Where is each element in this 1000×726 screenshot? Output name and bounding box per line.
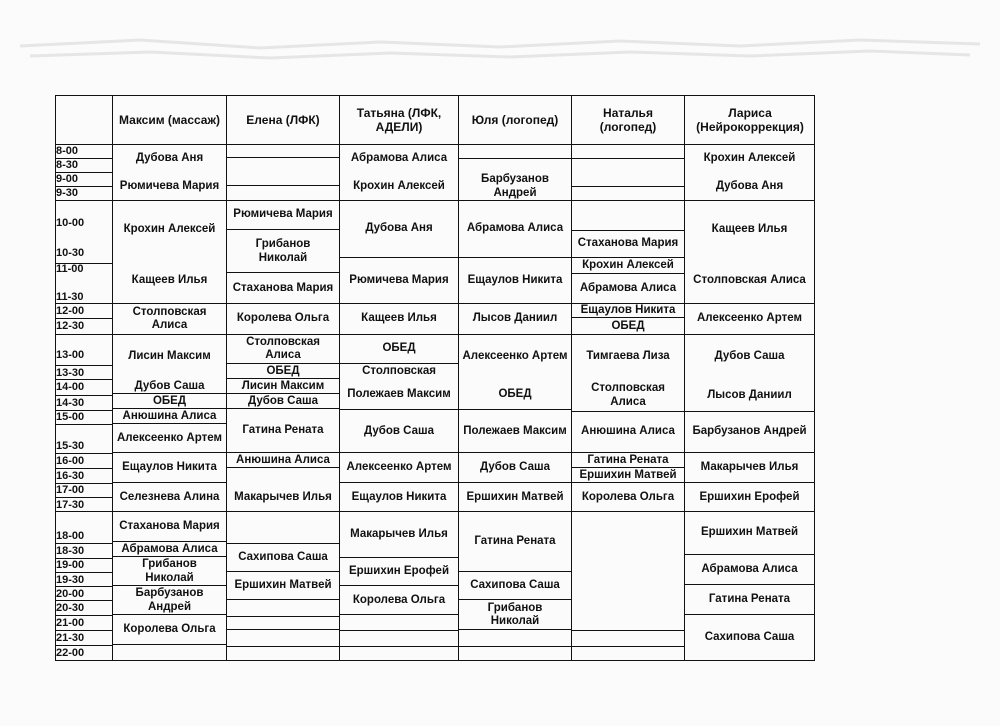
empty-cell xyxy=(227,646,339,647)
schedule-cell: Лысов Даниил xyxy=(459,304,571,334)
time-label: 19-30 xyxy=(56,574,85,586)
header-larisa: Лариса (Нейрокоррекция) xyxy=(696,105,804,134)
schedule-cell: Грибанов Николай xyxy=(459,601,571,630)
time-label: 13-00 xyxy=(56,349,85,361)
row-line xyxy=(55,615,112,616)
schedule-cell: Сахипова Саша xyxy=(685,616,814,660)
time-label: 8-00 xyxy=(56,145,79,157)
row-line xyxy=(55,543,112,544)
schedule-cell: Королева Ольга xyxy=(572,484,684,511)
schedule-cell: Дубова Аня xyxy=(340,201,458,258)
schedule-cell: Сахипова Саша xyxy=(459,573,571,600)
time-label: 20-00 xyxy=(56,588,85,600)
time-label: 21-00 xyxy=(56,617,85,629)
schedule-cell: Макарычев Илья xyxy=(227,484,339,511)
time-label: 14-00 xyxy=(56,381,85,393)
schedule-cell: ОБЕД xyxy=(572,319,684,334)
schedule-cell: Королева Ольга xyxy=(113,616,226,645)
empty-cell xyxy=(227,145,339,158)
schedule-cell: Гатина Рената xyxy=(572,454,684,468)
time-label: 15-00 xyxy=(56,411,85,423)
schedule-cell: Макарычев Илья xyxy=(340,512,458,558)
schedule-cell: Ещаулов Никита xyxy=(572,304,684,318)
schedule-cell: Рюмичева Мария xyxy=(113,173,226,200)
row-line xyxy=(55,379,112,380)
row-line xyxy=(55,600,112,601)
schedule-cell: Алексеенко Артем xyxy=(340,454,458,483)
schedule-cell: ОБЕД xyxy=(459,381,571,410)
row-line xyxy=(55,468,112,469)
time-label: 18-30 xyxy=(56,545,85,557)
schedule-cell: Абрамова Алиса xyxy=(572,275,684,303)
schedule-cell: Дубов Саша xyxy=(459,454,571,483)
schedule-cell: Дубов Саша xyxy=(340,411,458,453)
schedule-cell: Анюшина Алиса xyxy=(227,454,339,468)
time-label: 10-00 xyxy=(56,217,85,229)
schedule-cell: Ещаулов Никита xyxy=(459,259,571,303)
time-label: 15-30 xyxy=(56,440,85,452)
row-line xyxy=(55,395,112,396)
schedule-cell: ОБЕД xyxy=(113,395,226,409)
schedule-cell: Сахипова Саша xyxy=(227,543,339,572)
schedule-cell: Лысов Даниил xyxy=(685,381,814,410)
time-label: 9-00 xyxy=(56,173,79,185)
header-elena: Елена (ЛФК) xyxy=(246,112,320,127)
schedule-cell: Королева Ольга xyxy=(340,587,458,615)
row-line xyxy=(55,586,112,587)
schedule-cell: Абрамова Алиса xyxy=(340,145,458,172)
empty-cell xyxy=(459,646,571,647)
row-line xyxy=(55,318,112,319)
schedule-cell: Кащеев Илья xyxy=(113,259,226,303)
schedule-cell: Ершихин Ерофей xyxy=(340,559,458,586)
schedule-cell: Полежаев Максим xyxy=(459,411,571,453)
time-label: 17-30 xyxy=(56,499,85,511)
row-line xyxy=(55,645,112,646)
time-label: 13-30 xyxy=(56,367,85,379)
schedule-cell: Гатина Рената xyxy=(459,512,571,572)
schedule-cell: Столповская Алиса xyxy=(113,304,226,334)
schedule-cell: Барбузанов Андрей xyxy=(685,411,814,453)
schedule-cell: Абрамова Алиса xyxy=(685,556,814,585)
empty-cell xyxy=(340,630,458,631)
schedule-cell: Столповская xyxy=(340,365,458,379)
schedule-cell: Рюмичева Мария xyxy=(227,201,339,230)
schedule-cell: Стаханова Мария xyxy=(227,274,339,303)
row-line xyxy=(55,630,112,631)
schedule-cell: Лисин Максим xyxy=(227,381,339,394)
schedule-cell: Ещаулов Никита xyxy=(340,484,458,511)
schedule-cell: Ещаулов Никита xyxy=(113,454,226,483)
time-label: 18-00 xyxy=(56,530,85,542)
schedule-cell: Абрамова Алиса xyxy=(459,201,571,258)
schedule-cell: Рюмичева Мария xyxy=(340,259,458,303)
empty-cell xyxy=(572,158,684,172)
time-label: 21-30 xyxy=(56,632,85,644)
schedule-cell: Барбузанов Андрей xyxy=(113,587,226,615)
schedule-cell: Крохин Алексей xyxy=(572,259,684,274)
time-label: 12-30 xyxy=(56,320,85,332)
schedule-cell: Абрамова Алиса xyxy=(113,543,226,557)
schedule-cell: Алексеенко Артем xyxy=(685,304,814,334)
schedule-cell: Кащеев Илья xyxy=(685,201,814,258)
time-label: 8-30 xyxy=(56,159,79,171)
time-label: 14-30 xyxy=(56,397,85,409)
header-maksim: Максим (массаж) xyxy=(119,112,220,127)
schedule-cell: Стаханова Мария xyxy=(113,512,226,542)
schedule-cell: Дубов Саша xyxy=(685,335,814,379)
schedule-cell: Анюшина Алиса xyxy=(572,411,684,453)
time-label: 17-00 xyxy=(56,484,85,496)
schedule-cell: Дубова Аня xyxy=(113,145,226,172)
row-line xyxy=(55,572,112,573)
schedule-cell: Крохин Алексей xyxy=(340,173,458,200)
schedule-cell: ОБЕД xyxy=(227,365,339,379)
schedule-cell: Королева Ольга xyxy=(227,304,339,334)
header-yulya: Юля (логопед) xyxy=(471,112,559,127)
schedule-cell: Макарычев Илья xyxy=(685,454,814,483)
schedule-cell: Ершихин Матвей xyxy=(685,512,814,555)
time-label: 11-30 xyxy=(56,291,84,303)
schedule-cell: Столповская Алиса xyxy=(685,259,814,303)
time-label: 9-30 xyxy=(56,187,79,199)
time-label: 19-00 xyxy=(56,559,85,571)
row-line xyxy=(55,497,112,498)
row-line xyxy=(55,453,112,454)
schedule-cell: Лисин Максим xyxy=(113,335,226,379)
schedule-cell: ОБЕД xyxy=(340,335,458,364)
schedule-cell: Крохин Алексей xyxy=(685,145,814,172)
schedule-cell: Ершихин Ерофей xyxy=(685,484,814,511)
time-label: 12-00 xyxy=(56,305,85,317)
empty-cell xyxy=(572,646,684,647)
row-line xyxy=(55,365,112,366)
schedule-cell: Ершихин Матвей xyxy=(572,469,684,483)
schedule-cell: Столповская Алиса xyxy=(227,335,339,364)
schedule-cell: Крохин Алексей xyxy=(113,201,226,258)
schedule-cell: Алексеенко Артем xyxy=(113,425,226,453)
schedule-cell: Дубова Аня xyxy=(685,173,814,200)
empty-cell xyxy=(227,173,339,186)
schedule-cell: Дубов Саша xyxy=(113,381,226,394)
schedule-cell: Полежаев Максим xyxy=(340,381,458,410)
time-label: 11-00 xyxy=(56,263,84,275)
schedule-cell: Тимгаева Лиза xyxy=(572,335,684,379)
schedule-cell: Стаханова Мария xyxy=(572,230,684,258)
scan-artifact xyxy=(0,28,1000,68)
header-natalya: Наталья (логопед) xyxy=(599,105,657,134)
schedule-cell: Алексеенко Артем xyxy=(459,335,571,379)
time-label: 20-30 xyxy=(56,602,85,614)
empty-cell xyxy=(227,616,339,630)
time-label: 10-30 xyxy=(56,247,85,259)
empty-cell xyxy=(340,646,458,647)
empty-cell xyxy=(572,186,684,200)
schedule-cell: Ершихин Матвей xyxy=(459,484,571,511)
header-tatyana: Татьяна (ЛФК, АДЕЛИ) xyxy=(356,105,442,134)
row-line xyxy=(55,238,112,239)
empty-cell xyxy=(572,630,684,631)
row-line xyxy=(55,424,112,425)
schedule-cell: Гатина Рената xyxy=(685,586,814,615)
schedule-cell: Столповская Алиса xyxy=(572,381,684,410)
time-label: 16-00 xyxy=(56,455,85,467)
schedule-cell: Грибанов Николай xyxy=(113,558,226,586)
schedule-cell: Грибанов Николай xyxy=(227,231,339,273)
time-label: 16-30 xyxy=(56,470,85,482)
schedule-cell: Гатина Рената xyxy=(227,410,339,453)
schedule-cell: Кащеев Илья xyxy=(340,304,458,334)
empty-cell xyxy=(459,158,571,172)
schedule-cell: Дубов Саша xyxy=(227,395,339,409)
time-label: 22-00 xyxy=(56,647,85,659)
schedule-cell: Селезнева Алина xyxy=(113,484,226,511)
schedule-cell: Ершихин Матвей xyxy=(227,573,339,600)
schedule-cell: Анюшина Алиса xyxy=(113,410,226,424)
schedule-cell: Барбузанов Андрей xyxy=(459,173,571,200)
